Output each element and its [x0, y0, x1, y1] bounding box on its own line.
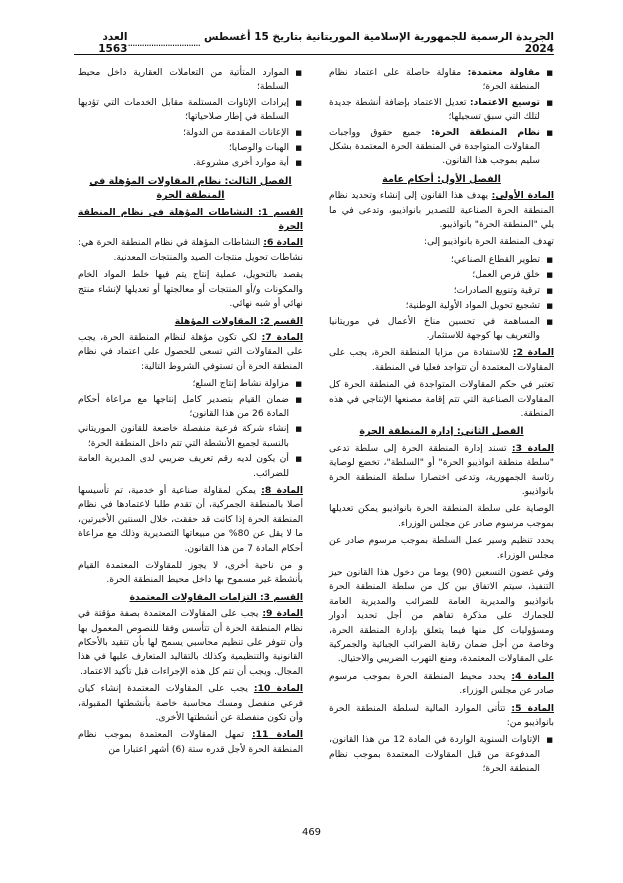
page-number: 469: [301, 827, 322, 838]
list-item: ■ ضمان القيام بتصدير كامل إنتاجها مع مراعاة أحكام المادة 26 من هذا القانون؛: [78, 393, 289, 422]
definitions-list: [329, 66, 554, 169]
article-7-list: [78, 377, 303, 481]
header-rule: [74, 54, 554, 55]
list-item: ■ مزاولة نشاط إنتاج السلع؛: [78, 377, 289, 391]
list-item: ■ توسيع الاعتماد: تعديل الاعتماد بإضافة أنشطة جديدة لتلك التي سبق تسجيلها؛: [329, 96, 540, 125]
list-item: ■ الهبات والوصايا؛: [78, 141, 289, 155]
list-item: ■ المساهمة في تحسين مناخ الأعمال في موريتانيا والتعريف بها كوجهة للاستثمار.: [329, 315, 540, 344]
gazette-title: الجريدة الرسمية للجمهورية الإسلامية الموريتانية بتاريخ 15 أغسطس 2024: [204, 31, 554, 55]
article-3-para-4: وفي غضون التسعين (90) يوما من دخول هذا القانون حيز التنفيذ، سيتم الاتفاق بين كل من سلطة المنطقة الحرة بانواذيبو والمديرية العامة للضرائب والمديرية العامة للجمارك على مذكرة تفاهم من أجل تحديد أدوار ومسؤوليات كل منها فيما يتعلق بإدارة المنطقة الحرة، وخاصة من أجل ضمان رقابة الضرائب الجبائية والجمركية على المقاولات المعتمدة، ومنع التهرب الضريبي والاحتيال.: [329, 567, 554, 665]
chapter-3-title: الفصل الثالث: نظام المقاولات المؤهلة في المنطقة الحرة: [89, 175, 292, 202]
list-item: ■ أن يكون لديه رقم تعريف ضريبي لدى المديرية العامة للضرائب.: [78, 452, 289, 481]
list-item: ■ تطوير القطاع الصناعي؛: [329, 253, 540, 267]
chapter-2-title: الفصل الثاني: إدارة المنطقة الحرة: [359, 426, 524, 438]
list-item: ■ ترقية وتنويع الصادرات؛: [329, 284, 540, 298]
article-1-intro: تهدف المنطقة الحرة بانواذيبو إلى:: [423, 236, 554, 248]
article-5-list: [329, 733, 554, 776]
article-2: المادة 2: للاستفادة من مزايا المنطقة الحرة، يجب على المقاولات المعتمدة أن تتواجد فعليا في المنطقة.: [329, 347, 554, 373]
article-3: المادة 3: تسند إدارة المنطقة الحرة إلى سلطة تدعى "سلطة منطقة انواذيبو الحرة" أو "السلطة"، تخضع لوصاية رئاسة الجمهورية، وتدعى اختصارا سلطة المنطقة الحرة بانواذيبو.: [329, 442, 555, 497]
list-item: ■ مقاولة معتمدة: مقاولة حاصلة على اعتماد نظام المنطقة الحرة؛: [329, 66, 540, 95]
article-3-para-2: الوصاية على سلطة المنطقة الحرة بانواذيبو يمكن تعديلها بموجب مرسوم صادر عن مجلس الوزراء.: [329, 503, 554, 529]
resources-list: [78, 66, 303, 171]
article-4: المادة 4: يحدد محيط المنطقة الحرة بموجب مرسوم صادر عن مجلس الوزراء.: [329, 670, 555, 697]
article-1-list: [329, 253, 554, 343]
list-item: ■ الإعانات المقدمة من الدولة؛: [78, 126, 289, 140]
list-item: ■ الموارد المتأتية من التعاملات العقارية داخل محيط السلطة؛: [78, 66, 289, 95]
article-8: المادة 8: يمكن لمقاولة صناعية أو خدمية، تم تأسيسها أصلا بالمنطقة الجمركية، أن تقدم طلبا لاعتمادها في نظام المنطقة الحرة إذا كانت قد حققت، خلال السنتين الأخيرتين، ما لا يقل عن 80% من مبيعاتها التصديرية وذلك مع مراعاة أحكام المادة 7 من هذا القانون.: [78, 484, 304, 554]
article-1: المادة الأولى: يهدف هذا القانون إلى إنشاء وتحديد نظام المنطقة الحرة الصناعية للتصدير بانواذيبو، وتدعى في ما يلي "المنطقة الحرة" بانواذيبو.: [329, 190, 554, 231]
article-6: المادة 6: النشاطات المؤهلة في نظام المنطقة الحرة هي: نشاطات تحويل منتجات الصيد والمنتجات المعدنية.: [78, 237, 303, 263]
list-item: ■ إنشاء شركة فرعية منفصلة خاضعة للقانون الموريتاني بالنسبة لجميع الأنشطة التي تتم داخل المنطقة الحرة؛: [78, 422, 289, 451]
article-11: المادة 11: تمهل المقاولات المعتمدة بموجب نظام المنطقة الحرة لأجل قدره ستة (6) أشهر اعتبارا من: [78, 729, 304, 755]
right-column: [329, 66, 554, 780]
header-dots: ...............................: [127, 37, 200, 49]
left-column: [78, 66, 303, 760]
chapter-1-title: الفصل الأول: أحكام عامة: [382, 173, 501, 185]
list-item: ■ تشجيع تحويل المواد الأولية الوطنية؛: [329, 299, 540, 313]
list-item: ■ خلق فرص العمل؛: [329, 268, 540, 282]
section-2-title: القسم 2: المقاولات المؤهلة: [174, 315, 303, 327]
article-6-para: يقصد بالتحويل، عملية إنتاج يتم فيها خلط المواد الخام والمكونات و/أو المنتجات أو معالجتها أو تعديلها لإنشاء منتج نهائي أو شبه نهائي.: [78, 269, 303, 310]
article-8-para: و من ناحية أخرى، لا يجوز للمقاولات المعتمدة القيام بأنشطة غير مسموح بها داخل محيط المنطقة الحرة.: [78, 560, 303, 586]
list-item: ■ نظام المنطقة الحرة: جميع حقوق وواجبات المقاولات المتواجدة في المنطقة الحرة المعتمدة بشكل سليم بموجب هذا القانون.: [329, 126, 540, 169]
article-3-para-3: يحدد تنظيم وسير عمل السلطة بموجب مرسوم صادر عن مجلس الوزراء.: [329, 535, 554, 561]
list-item: ■ أية موارد أخرى مشروعة.: [78, 156, 289, 170]
page-header: [74, 31, 554, 55]
list-item: ■ الإتاوات السنوية الواردة في المادة 12 من هذا القانون، المدفوعة من قبل المقاولات المعتمدة بموجب نظام المنطقة الحرة؛: [329, 733, 540, 776]
article-9: المادة 9: يجب على المقاولات المعتمدة بصفة مؤقتة في نظام المنطقة الحرة أن تتأسس وفقا للنصوص المعمول بها وأن تتوفر على تنظيم محاسبي يسمح لها بأن تتقيد بالأحكام القانونية والتنظيمية وكذلك بالتقاليد المتعارف عليها في هذا المجال. ويجب أن تتم كل هذه الإجراءات قبل تأكيد الاعتماد.: [78, 608, 304, 677]
issue-number: العدد 1563: [98, 31, 128, 55]
article-2-para: تعتبر في حكم المقاولات المتواجدة في المنطقة الحرة كل المقاولات الصناعية التي تتم إقامة مصنعها الإنتاجي في هذه المنطقة.: [329, 379, 554, 419]
article-10: المادة 10: يجب على المقاولات المعتمدة إنشاء كيان فرعي منفصل ومسك محاسبة خاصة بأنشطتها المقبولة، وأن تكون منفصلة عن أنشطتها الأخرى.: [78, 683, 303, 724]
list-item: ■ إيرادات الإتاوات المستلمة مقابل الخدمات التي تؤديها السلطة في إطار صلاحياتها؛: [78, 96, 289, 125]
section-3-title: القسم 3: التزامات المقاولات المعتمدة: [129, 591, 303, 603]
section-1-title: القسم 1: النشاطات المؤهلة في نظام المنطقة الحرة: [78, 206, 303, 233]
article-7: المادة 7: لكي تكون مؤهلة لنظام المنطقة الحرة، يجب على المقاولات التي تسعى للحصول على اعتماد في نظام المنطقة الحرة أن تستوفي الشروط التالية:: [78, 331, 303, 372]
article-5: المادة 5: تتأتى الموارد المالية لسلطة المنطقة الحرة بانواذيبو من:: [329, 702, 555, 729]
